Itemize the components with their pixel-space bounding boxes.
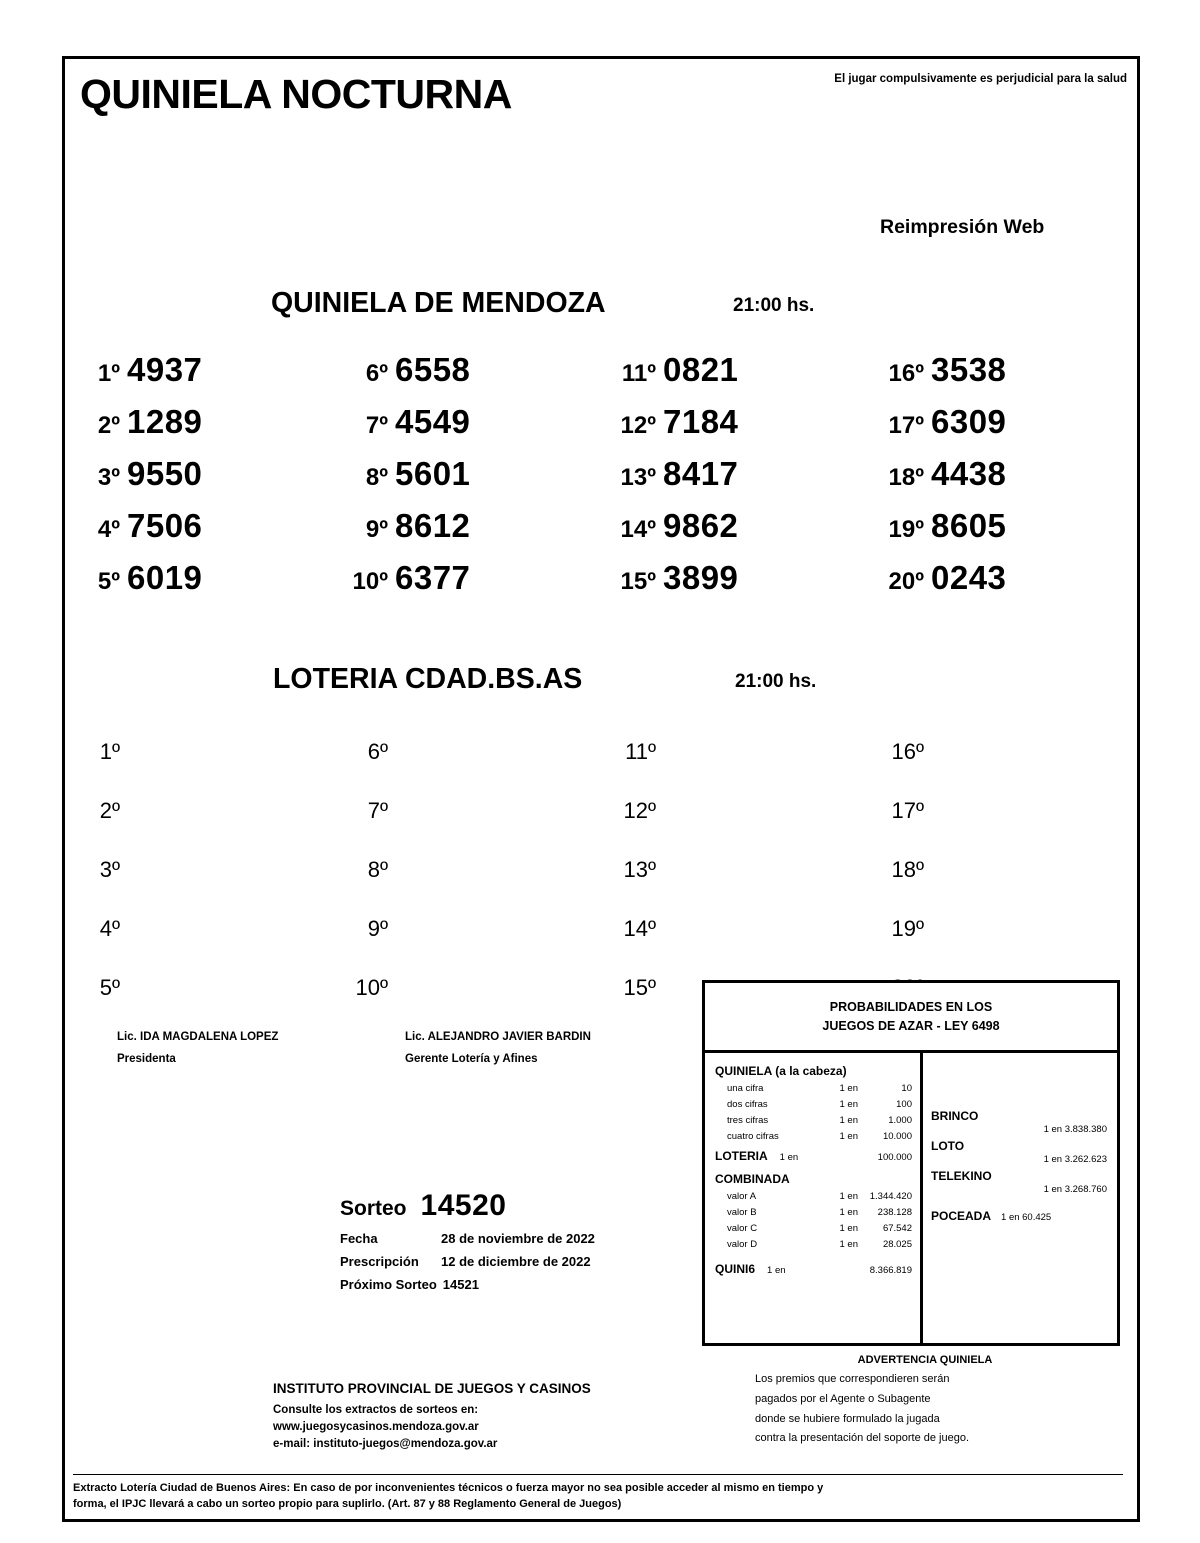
result-cell xyxy=(65,739,333,798)
game-time-caba: 21:00 hs. xyxy=(735,671,817,692)
result-cell xyxy=(601,507,869,559)
result-rank: 1º xyxy=(97,360,120,387)
probability-label: dos cifras xyxy=(727,1099,768,1110)
quini6-label: QUINI6 xyxy=(715,1262,756,1276)
probability-odds: 1 en xyxy=(839,1083,858,1094)
probability-label: una cifra xyxy=(727,1083,764,1094)
result-cell xyxy=(869,559,1137,611)
probability-row xyxy=(715,1207,912,1218)
probability-row xyxy=(715,1099,912,1110)
result-cell xyxy=(869,507,1137,559)
result-number: 3899 xyxy=(663,559,739,596)
result-cell xyxy=(333,559,601,611)
quini6-value: 8.366.819 xyxy=(869,1265,912,1276)
result-cell xyxy=(65,455,333,507)
result-cell xyxy=(333,455,601,507)
result-number: 8612 xyxy=(395,507,471,544)
result-number: 3538 xyxy=(931,351,1007,388)
probability-odds: 1 en xyxy=(839,1223,858,1234)
advertencia-line: donde se hubiere formulado la jugada xyxy=(755,1412,940,1425)
probability-value: 28.025 xyxy=(882,1239,912,1250)
signature-role: Presidenta xyxy=(117,1053,176,1065)
loto-probability xyxy=(931,1139,1111,1165)
result-number: 6377 xyxy=(395,559,471,596)
probability-odds: 1 en xyxy=(839,1191,858,1202)
footer-line: forma, el IPJC llevará a cabo un sorteo propio para suplirlo. (Art. 87 y 88 Reglamento General de Juegos) xyxy=(73,1498,622,1511)
result-cell xyxy=(869,403,1137,455)
result-cell xyxy=(333,916,601,975)
result-number: 7184 xyxy=(663,403,739,440)
result-cell xyxy=(65,916,333,975)
sorteo-heading xyxy=(340,1189,595,1223)
result-rank: 4º xyxy=(99,916,120,941)
result-rank: 9º xyxy=(365,516,388,543)
sorteo-prescripcion-row xyxy=(340,1254,595,1269)
institute-title: INSTITUTO PROVINCIAL DE JUEGOS Y CASINOS xyxy=(273,1381,591,1396)
result-rank: 14º xyxy=(620,516,656,543)
result-rank: 17º xyxy=(888,412,924,439)
institute-email: e-mail: instituto-juegos@mendoza.gov.ar xyxy=(273,1438,498,1450)
game-name-caba: LOTERIA CDAD.BS.AS xyxy=(273,663,583,695)
result-cell xyxy=(65,403,333,455)
sorteo-proximo-row xyxy=(340,1277,595,1292)
result-rank: 6º xyxy=(367,739,388,764)
result-rank: 19º xyxy=(888,516,924,543)
probability-label: valor A xyxy=(727,1191,757,1202)
gambling-warning-text: El jugar compulsivamente es perjudicial para la salud xyxy=(834,73,1127,85)
result-cell xyxy=(601,559,869,611)
result-number: 9862 xyxy=(663,507,739,544)
telekino-label: TELEKINO xyxy=(931,1169,992,1183)
result-rank: 11º xyxy=(621,360,656,387)
result-cell xyxy=(601,857,869,916)
probability-label: cuatro cifras xyxy=(727,1131,779,1142)
probability-odds: 1 en xyxy=(839,1099,858,1110)
loto-odds: 1 en 3.262.623 xyxy=(1043,1154,1107,1165)
probability-value: 10.000 xyxy=(882,1131,912,1142)
result-cell xyxy=(333,507,601,559)
loteria-label: LOTERIA xyxy=(715,1149,768,1163)
result-rank: 17º xyxy=(891,798,924,823)
signature-president xyxy=(117,1031,278,1065)
institute-website: www.juegosycasinos.mendoza.gov.ar xyxy=(273,1421,479,1433)
result-rank: 14º xyxy=(623,916,656,941)
game-header-caba xyxy=(65,663,1137,719)
poceada-probability xyxy=(931,1209,1111,1223)
result-cell xyxy=(333,739,601,798)
result-rank: 19º xyxy=(891,916,924,941)
advertencia-title: ADVERTENCIA QUINIELA xyxy=(857,1354,993,1366)
brinco-probability xyxy=(931,1109,1111,1135)
result-cell xyxy=(333,975,601,1034)
result-rank: 15º xyxy=(620,568,656,595)
probability-value: 10 xyxy=(901,1083,912,1094)
result-number: 8605 xyxy=(931,507,1007,544)
result-rank: 13º xyxy=(620,464,656,491)
result-rank: 15º xyxy=(623,975,656,1000)
probability-row xyxy=(715,1115,912,1126)
result-rank: 7º xyxy=(365,412,388,439)
probability-value: 1.344.420 xyxy=(869,1191,912,1202)
signature-name: Lic. ALEJANDRO JAVIER BARDIN xyxy=(405,1031,591,1043)
page-title: QUINIELA NOCTURNA xyxy=(80,71,512,117)
probabilities-box xyxy=(702,980,1120,1346)
sorteo-fecha-value: 28 de noviembre de 2022 xyxy=(441,1231,595,1246)
result-cell xyxy=(869,739,1137,798)
result-rank: 3º xyxy=(97,464,120,491)
poceada-label: POCEADA xyxy=(931,1209,992,1223)
result-cell xyxy=(65,351,333,403)
institute-consult-line: Consulte los extractos de sorteos en: xyxy=(273,1404,479,1416)
result-cell xyxy=(601,403,869,455)
result-rank: 10º xyxy=(355,975,388,1000)
probabilities-right-column xyxy=(923,1053,1117,1346)
result-number: 6019 xyxy=(127,559,203,596)
quini6-odds: 1 en xyxy=(767,1265,786,1276)
result-number: 4438 xyxy=(931,455,1007,492)
result-cell xyxy=(601,351,869,403)
game-header-mendoza xyxy=(65,287,1137,343)
result-number: 0821 xyxy=(663,351,739,388)
probability-value: 238.128 xyxy=(877,1207,912,1218)
result-rank: 3º xyxy=(99,857,120,882)
combinada-group-title: COMBINADA xyxy=(715,1172,790,1186)
result-rank: 10º xyxy=(352,568,388,595)
result-number: 4937 xyxy=(127,351,203,388)
result-cell xyxy=(65,798,333,857)
loto-label: LOTO xyxy=(931,1139,965,1153)
masthead xyxy=(65,59,1137,125)
sorteo-proximo-value: 14521 xyxy=(442,1277,479,1292)
result-number: 9550 xyxy=(127,455,203,492)
result-rank: 16º xyxy=(888,360,924,387)
probabilities-title-line1: PROBABILIDADES EN LOS xyxy=(829,999,993,1014)
result-rank: 12º xyxy=(623,798,656,823)
result-rank: 9º xyxy=(367,916,388,941)
brinco-odds: 1 en 3.838.380 xyxy=(1043,1124,1107,1135)
result-cell xyxy=(333,798,601,857)
poceada-odds: 1 en 60.425 xyxy=(1001,1212,1052,1223)
result-cell xyxy=(333,857,601,916)
advertencia-block xyxy=(755,1354,1095,1452)
probability-value: 100 xyxy=(896,1099,912,1110)
probability-odds: 1 en xyxy=(839,1207,858,1218)
institute-block xyxy=(273,1381,591,1455)
result-cell xyxy=(869,857,1137,916)
extract-document xyxy=(62,56,1140,1522)
probability-value: 67.542 xyxy=(882,1223,912,1234)
result-cell xyxy=(869,916,1137,975)
probability-row xyxy=(715,1239,912,1250)
quini6-probability-row xyxy=(715,1262,912,1276)
result-cell xyxy=(65,975,333,1034)
loteria-probability-row xyxy=(715,1149,912,1163)
probability-odds: 1 en xyxy=(839,1239,858,1250)
result-number: 1289 xyxy=(127,403,203,440)
result-rank: 11º xyxy=(625,739,656,764)
footer-line: Extracto Lotería Ciudad de Buenos Aires: En caso de por inconvenientes técnicos o fuerza mayor no sea posible acceder al mismo en tiempo y xyxy=(73,1482,824,1495)
sorteo-info xyxy=(340,1189,595,1292)
reprint-label: Reimpresión Web xyxy=(880,216,1045,238)
probability-row xyxy=(715,1223,912,1234)
probability-value: 1.000 xyxy=(888,1115,912,1126)
probability-odds: 1 en xyxy=(839,1115,858,1126)
probabilities-title-line2: JUEGOS DE AZAR - LEY 6498 xyxy=(822,1018,1000,1033)
result-rank: 16º xyxy=(891,739,924,764)
result-cell xyxy=(869,455,1137,507)
loteria-value: 100.000 xyxy=(877,1152,912,1163)
brinco-label: BRINCO xyxy=(931,1109,979,1123)
signature-name: Lic. IDA MAGDALENA LOPEZ xyxy=(117,1031,279,1043)
probability-row xyxy=(715,1083,912,1094)
signature-role: Gerente Lotería y Afines xyxy=(405,1053,538,1065)
advertencia-line: pagados por el Agente o Subagente xyxy=(755,1392,931,1405)
probability-row xyxy=(715,1131,912,1142)
result-cell xyxy=(65,507,333,559)
result-rank: 1º xyxy=(99,739,120,764)
game-name-mendoza: QUINIELA DE MENDOZA xyxy=(271,287,606,319)
result-cell xyxy=(601,916,869,975)
probability-label: valor D xyxy=(727,1239,758,1250)
results-grid-mendoza xyxy=(65,351,1137,611)
sorteo-fecha-row xyxy=(340,1231,595,1246)
game-time-mendoza: 21:00 hs. xyxy=(733,295,815,316)
result-cell xyxy=(65,559,333,611)
probability-odds: 1 en xyxy=(839,1131,858,1142)
sorteo-prescripcion-label: Prescripción xyxy=(340,1254,419,1269)
result-rank: 6º xyxy=(365,360,388,387)
result-cell xyxy=(333,403,601,455)
result-cell xyxy=(333,351,601,403)
loteria-odds: 1 en xyxy=(779,1152,799,1163)
result-cell xyxy=(65,857,333,916)
probability-row xyxy=(715,1191,912,1202)
result-number: 6309 xyxy=(931,403,1007,440)
result-rank: 5º xyxy=(97,568,120,595)
result-rank: 18º xyxy=(888,464,924,491)
result-number: 7506 xyxy=(127,507,203,544)
probability-label: valor B xyxy=(727,1207,757,1218)
result-number: 4549 xyxy=(395,403,471,440)
result-cell xyxy=(869,798,1137,857)
sorteo-proximo-label: Próximo Sorteo xyxy=(340,1277,437,1292)
advertencia-line: contra la presentación del soporte de juego. xyxy=(755,1432,970,1445)
probabilities-columns xyxy=(705,1053,1117,1346)
sorteo-label: Sorteo xyxy=(340,1197,407,1220)
probabilities-left-column xyxy=(705,1053,923,1346)
result-rank: 7º xyxy=(367,798,388,823)
result-rank: 2º xyxy=(97,412,120,439)
result-number: 5601 xyxy=(395,455,471,492)
telekino-probability xyxy=(931,1169,1111,1195)
sorteo-fecha-label: Fecha xyxy=(340,1231,378,1246)
probability-label: tres cifras xyxy=(727,1115,769,1126)
signature-manager xyxy=(405,1031,591,1065)
advertencia-line: Los premios que correspondieren serán xyxy=(755,1373,950,1385)
result-rank: 13º xyxy=(623,857,656,882)
result-rank: 12º xyxy=(620,412,656,439)
result-rank: 5º xyxy=(99,975,120,1000)
result-number: 0243 xyxy=(931,559,1007,596)
result-cell xyxy=(601,739,869,798)
result-number: 6558 xyxy=(395,351,471,388)
result-rank: 4º xyxy=(97,516,120,543)
sorteo-prescripcion-value: 12 de diciembre de 2022 xyxy=(441,1254,591,1269)
result-rank: 18º xyxy=(891,857,924,882)
result-rank: 8º xyxy=(365,464,388,491)
footer-disclaimer xyxy=(73,1474,1123,1513)
sorteo-number: 14520 xyxy=(420,1189,507,1222)
result-cell xyxy=(601,798,869,857)
telekino-odds: 1 en 3.268.760 xyxy=(1043,1184,1107,1195)
result-rank: 20º xyxy=(888,568,924,595)
result-rank: 2º xyxy=(99,798,120,823)
result-cell xyxy=(869,351,1137,403)
result-rank: 8º xyxy=(367,857,388,882)
quiniela-group-title: QUINIELA (a la cabeza) xyxy=(715,1064,847,1078)
probability-label: valor C xyxy=(727,1223,758,1234)
result-cell xyxy=(601,455,869,507)
result-number: 8417 xyxy=(663,455,739,492)
probabilities-title xyxy=(705,983,1117,1053)
